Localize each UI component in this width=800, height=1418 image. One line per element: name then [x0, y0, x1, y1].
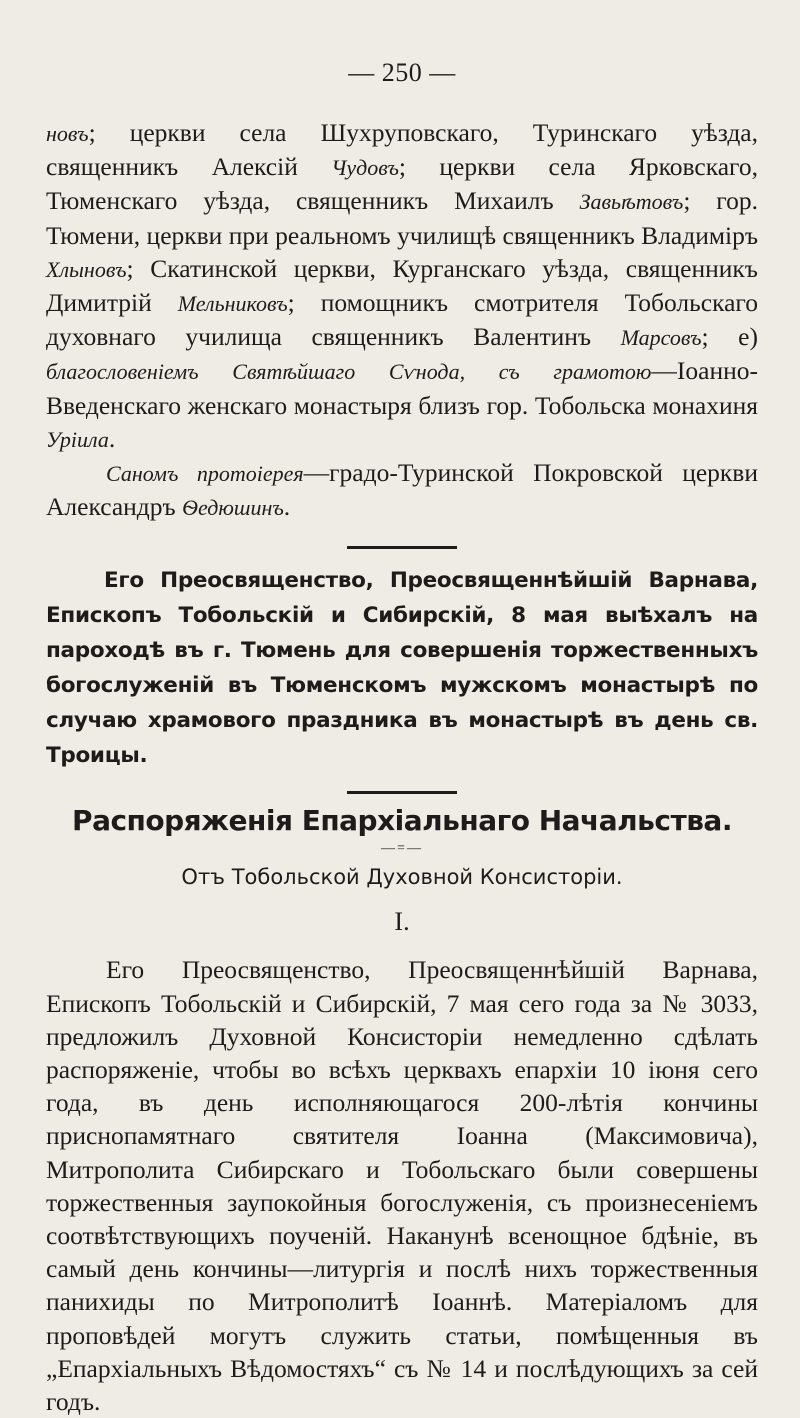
divider-rule [347, 546, 457, 549]
surname: Ѳедюшинъ [182, 495, 284, 521]
text-run: ; гор. Тюмени, церкви при реальномъ училищѣ священникъ Владиміръ [46, 186, 758, 250]
divider-rule [347, 791, 457, 794]
text-run: . [283, 492, 291, 522]
italic-phrase: Саномъ протоіерея [106, 461, 304, 487]
surname: Хлыновъ [46, 256, 127, 282]
text-run: ; церкви села Ярковскаго, Тюменскаго уѣзда, священникъ Михаилъ [46, 152, 759, 216]
main-paragraph [46, 953, 758, 1418]
italic-phrase: благословеніемъ Святѣйшаго Сѵнода, съ грамотою [46, 359, 652, 385]
text-run: —градо-Туринской Покровской церкви Александръ [46, 458, 758, 522]
text-run: . [108, 423, 116, 453]
surname: новъ [46, 121, 89, 146]
page-number: — 250 — [348, 58, 456, 87]
text-run: ; помощникъ смотрителя Тобольскаго духовнаго училища священникъ Валентинъ [46, 288, 758, 352]
text-run: —Іоанно-Введенскаго женскаго монастыря близъ гор. Тобольска монахиня [46, 356, 758, 420]
section-title: Распоряженія Епархіальнаго Начальства. [72, 804, 732, 838]
main-text: Его Преосвященство, Преосвященнѣйшій Варнава, Епископъ Тобольскій и Сибирскій, 7 мая сего года за № 3033, предложилъ Духовной Консисторіи немедленно сдѣлать распоряженіе, чтобы во всѣхъ церквахъ епархіи 10 іюня сего года, въ день исполняющагося 200-лѣтія кончины приснопамятнаго святителя Іоанна (Максимовича), Митрополита Сибирскаго и Тобольскаго были совершены торжественныя заупокойныя богослуженія, съ произнесеніемъ соотвѣтствующихъ поученій. Наканунѣ всенощное бдѣніе, въ самый день кончины—литургія и послѣ нихъ торжественныя панихиды по Митрополитѣ Іоаннѣ. Матеріаломъ для проповѣдей могутъ служить статьи, помѣщенныя въ „Епархіальныхъ Вѣдомостяхъ“ съ № 14 и послѣдующихъ за сей годъ. [46, 955, 758, 1417]
surname: Марсовъ [620, 325, 702, 351]
ornament: —=— [381, 841, 423, 857]
roman-numeral: I. [394, 907, 410, 937]
protoierey-paragraph [46, 456, 758, 524]
bold-text: Его Преосвященство, Преосвященнѣйшій Варнава, Епископъ Тобольскій и Сибирскій, 8 мая выѣхалъ на пароходѣ въ г. Тюмень для совершенія торжественныхъ богослуженій въ Тюменскомъ мужскомъ монастырѣ по случаю храмового праздника въ монастырѣ въ день св. Троицы. [46, 568, 758, 769]
surname: Мельниковъ [177, 291, 288, 317]
document-page [46, 58, 758, 1418]
bishop-travel-paragraph [46, 563, 758, 773]
appointments-paragraph [46, 116, 758, 456]
text-run: ; е) [701, 322, 758, 352]
surname: Чудовъ [331, 155, 399, 181]
text-run: ; церкви села Шухруповскаго, Туринскаго уѣзда, священникъ Алексій [46, 118, 758, 182]
subsection-title: Отъ Тобольской Духовной Консисторіи. [181, 865, 623, 890]
surname: Урiила [46, 426, 109, 452]
text-run: ; Скатинской церкви, Курганскаго уѣзда, священникъ Димитрій [46, 253, 758, 318]
surname: Завьѣтовъ [579, 189, 684, 215]
